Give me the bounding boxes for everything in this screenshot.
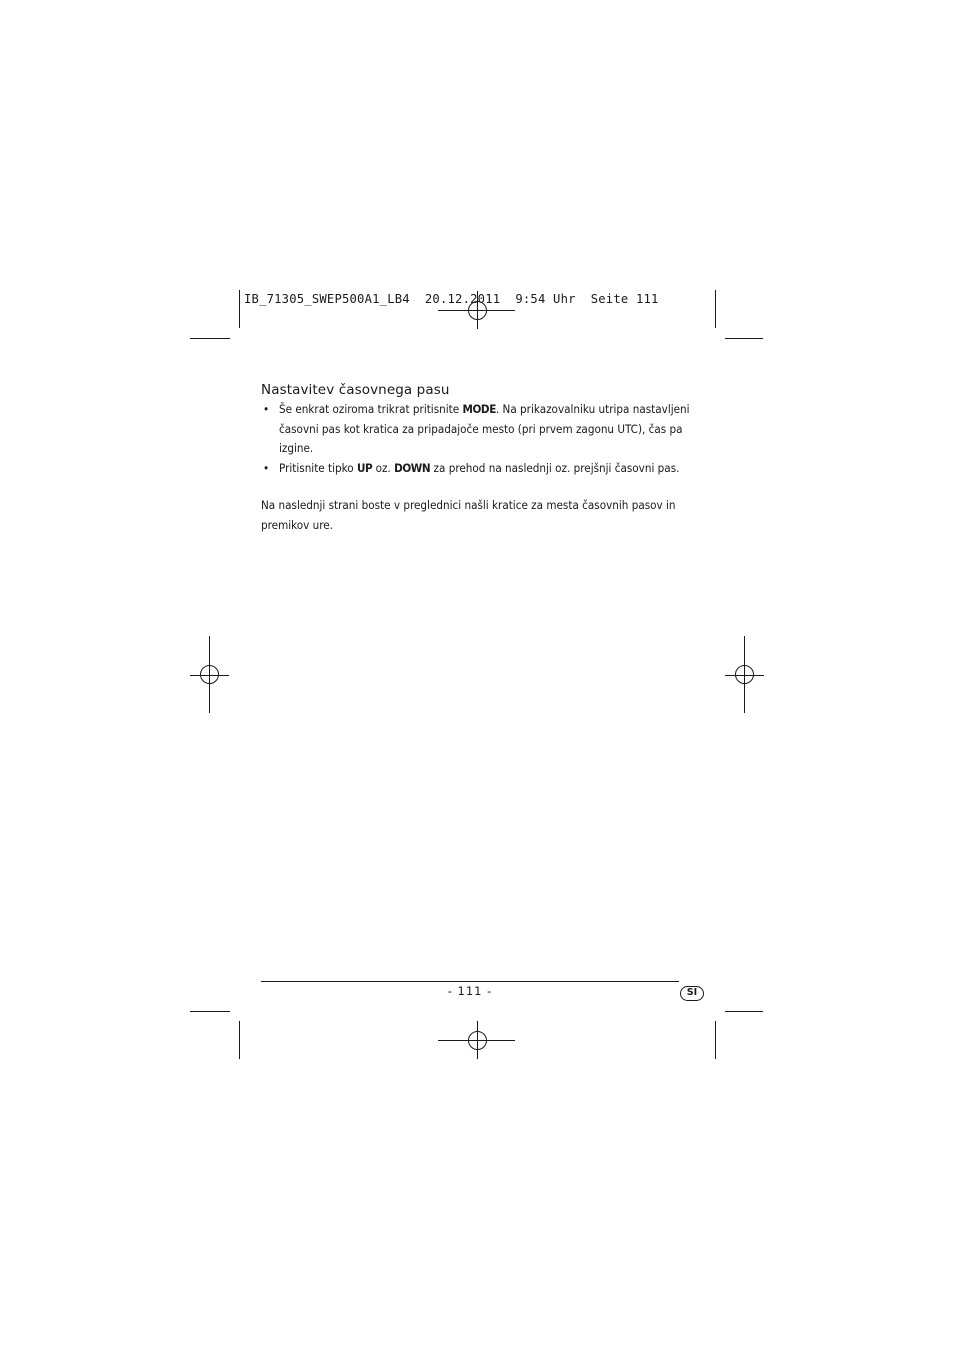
key-name: UP bbox=[356, 460, 373, 475]
crop-mark bbox=[725, 338, 763, 339]
key-name: MODE bbox=[462, 402, 496, 416]
footer-rule bbox=[261, 981, 679, 982]
crop-mark bbox=[715, 1021, 716, 1059]
list-item bbox=[261, 400, 691, 459]
section-title: Nastavitev časovnega pasu bbox=[261, 382, 450, 398]
crop-mark bbox=[190, 338, 230, 339]
bullet-symbol: • bbox=[263, 402, 270, 416]
crop-mark bbox=[239, 1021, 240, 1059]
crop-mark bbox=[239, 290, 240, 328]
crop-mark bbox=[725, 1011, 763, 1012]
section-content bbox=[261, 400, 691, 536]
register-mark bbox=[200, 665, 219, 684]
bullet-text: oz. bbox=[372, 460, 395, 475]
bullet-text: Pritisnite tipko bbox=[279, 460, 357, 475]
instruction-list bbox=[261, 400, 691, 478]
page-number: - 111 - bbox=[447, 984, 493, 998]
register-mark bbox=[735, 665, 754, 684]
key-name: DOWN bbox=[394, 460, 431, 475]
language-badge: SI bbox=[680, 986, 704, 1001]
crop-mark bbox=[715, 290, 716, 328]
bullet-symbol: • bbox=[263, 460, 270, 475]
list-item bbox=[261, 459, 691, 479]
note-paragraph: Na naslednji strani boste v preglednici našli kratice za mesta časovnih pasov in premikov ure. bbox=[261, 498, 676, 532]
bullet-text: Še enkrat oziroma trikrat pritisnite bbox=[279, 402, 463, 416]
crop-mark bbox=[190, 1011, 230, 1012]
bullet-text: za prehod na naslednji oz. prejšnji časovni pas. bbox=[430, 460, 680, 475]
print-info-line: IB_71305_SWEP500A1_LB4 20.12.2011 9:54 Uhr Seite 111 bbox=[244, 292, 659, 306]
bullet-text: . Na prikazovalniku utripa nastavljeni časovni pas kot kratica za pripadajoče mesto (pri prvem zagonu UTC), čas pa izgine. bbox=[279, 402, 690, 456]
register-mark bbox=[468, 1031, 487, 1050]
